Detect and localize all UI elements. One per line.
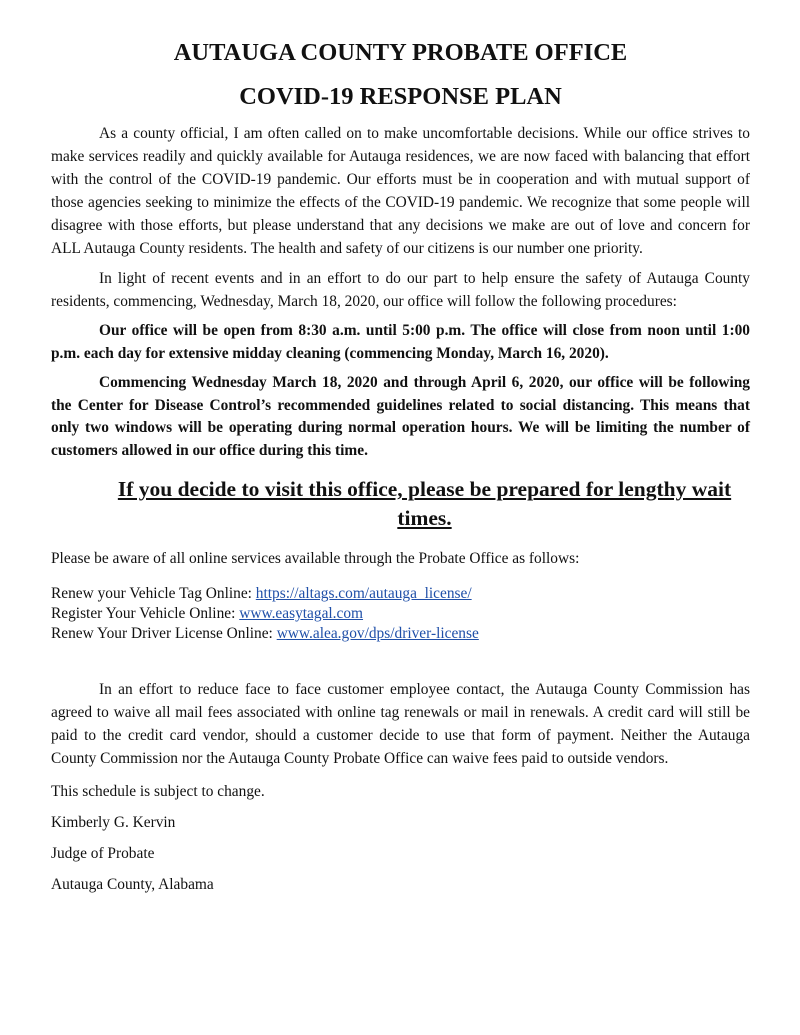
schedule-note: This schedule is subject to change. (51, 783, 265, 800)
driver-license-link[interactable]: www.alea.gov/dps/driver-license (276, 625, 479, 642)
service-item-vehicle-tag (51, 584, 750, 604)
mail-fees-paragraph: In an effort to reduce face to face customer employee contact, the Autauga County Commission has agreed to waive all mail fees associated with online tag renewals or mail in renewals. A credit card will still be paid to the credit card vendor, should a customer decide to use that form of payment. Neither the Autauga County Commission nor the Autauga County Probate Office can waive fees paid to outside vendors. (51, 681, 750, 767)
online-services-list (51, 584, 750, 644)
vehicle-tag-link[interactable]: https://altags.com/autauga_license/ (255, 585, 472, 602)
document-title: AUTAUGA COUNTY PROBATE OFFICE (173, 39, 628, 66)
service-item-register-vehicle (51, 604, 750, 624)
signatory-position: Judge of Probate (51, 845, 155, 862)
wait-times-notice: If you decide to visit this office, please be prepared for lengthy wait times. (117, 477, 732, 530)
procedures-paragraph: In light of recent events and in an effort to do our part to help ensure the safety of Autauga County residents, commencing, Wednesday, March 18, 2020, our office will follow the following procedures: (51, 270, 750, 310)
document-subtitle: COVID-19 RESPONSE PLAN (239, 82, 562, 110)
signatory-name: Kimberly G. Kervin (51, 814, 176, 831)
service-label: Renew your Vehicle Tag Online: (51, 585, 256, 602)
register-vehicle-link[interactable]: www.easytagal.com (239, 605, 364, 622)
social-distancing-paragraph: Commencing Wednesday March 18, 2020 and through April 6, 2020, our office will be following the Center for Disease Control’s recommended guidelines related to social distancing. This means that only two windows will be operating during normal operation hours. We will be limiting the number of customers allowed in our office during this time. (51, 374, 750, 459)
online-services-intro: Please be aware of all online services available through the Probate Office as follows: (51, 550, 580, 567)
service-item-driver-license (51, 624, 750, 644)
service-label: Renew Your Driver License Online: (51, 625, 277, 642)
intro-paragraph: As a county official, I am often called on to make uncomfortable decisions. While our office strives to make services readily and quickly available for Autauga residences, we are now faced with balancing that effort with the control of the COVID-19 pandemic. Our efforts must be in cooperation and with mutual support of those agencies seeking to minimize the effects of the COVID-19 pandemic. We recognize that some people will disagree with those efforts, but please understand that any decisions we make are out of love and concern for ALL Autauga County residents. The health and safety of our citizens is our number one priority. (51, 125, 750, 257)
service-label: Register Your Vehicle Online: (51, 605, 240, 622)
signatory-location: Autauga County, Alabama (51, 876, 214, 893)
office-hours-paragraph: Our office will be open from 8:30 a.m. until 5:00 p.m. The office will close from noon until 1:00 p.m. each day for extensive midday cleaning (commencing Monday, March 16, 2020). (51, 322, 750, 362)
